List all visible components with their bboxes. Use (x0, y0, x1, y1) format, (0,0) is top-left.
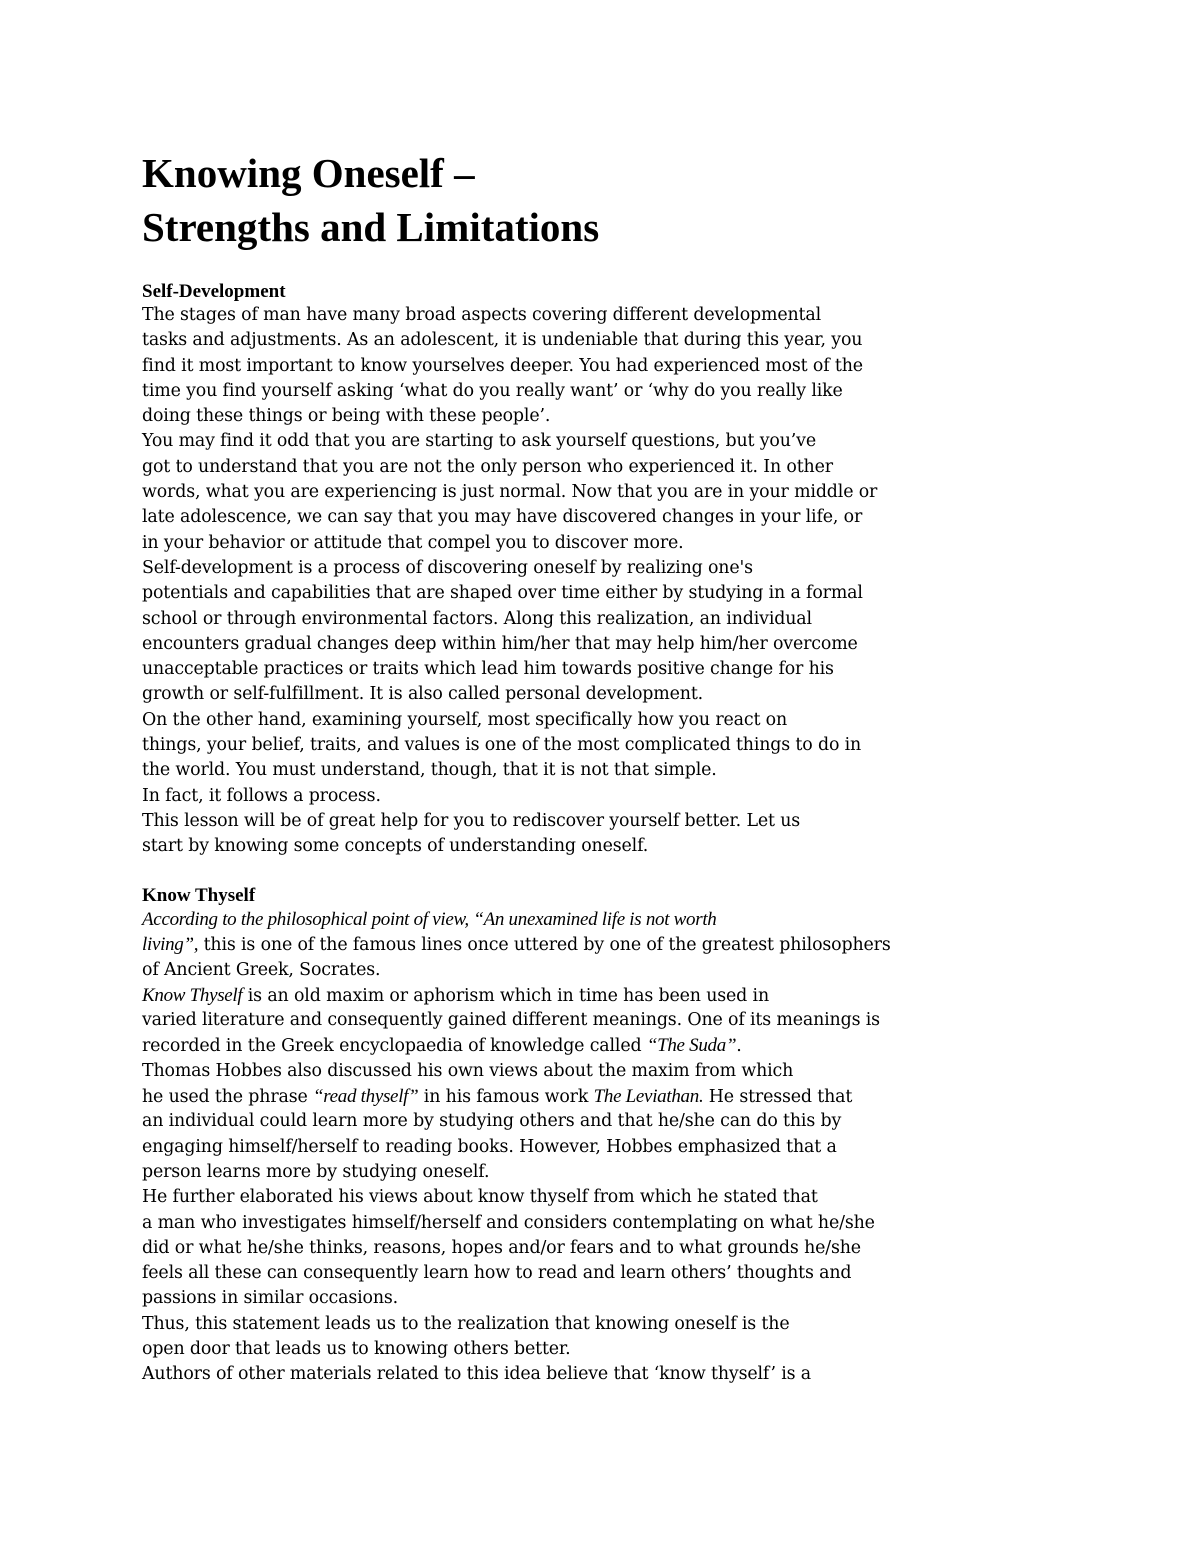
body-text: recorded in the Greek encyclopaedia of knowledge called (142, 1036, 647, 1057)
body-line: Thus, this statement leads us to the realization that knowing oneself is the (142, 1313, 790, 1334)
body-line: You may find it odd that you are starting to ask yourself questions, but you’ve (142, 431, 816, 452)
body-line: find it most important to know yourselves deeper. You had experienced most of the (142, 355, 863, 376)
body-line: In fact, it follows a process. (142, 785, 381, 806)
body-line: encounters gradual changes deep within him/her that may help him/her overcome (142, 633, 858, 654)
body-line: start by knowing some concepts of understanding oneself. (142, 836, 649, 857)
body-line: Thomas Hobbes also discussed his own views about the maxim from which (142, 1060, 794, 1081)
italic-term: Know Thyself (142, 984, 243, 1006)
body-line: This lesson will be of great help for you to rediscover yourself better. Let us (142, 810, 801, 831)
body-line (142, 932, 891, 957)
body-line: did or what he/she thinks, reasons, hopes and/or fears and to what grounds he/she (142, 1237, 861, 1258)
body-line: feels all these can consequently learn how to read and learn others’ thoughts and (142, 1263, 852, 1284)
section-heading-self-development: Self-Development (142, 281, 286, 302)
body-line (142, 1084, 891, 1109)
self-development-body (142, 303, 877, 860)
body-line: potentials and capabilities that are shaped over time either by studying in a formal (142, 583, 863, 604)
body-line: school or through environmental factors. Along this realization, an individual (142, 608, 812, 629)
document-title (142, 146, 599, 254)
italic-phrase: “read thyself” (313, 1086, 419, 1108)
section-heading-know-thyself: Know Thyself (142, 885, 256, 906)
body-text: he used the phrase (142, 1087, 314, 1108)
body-text: He stressed that (703, 1087, 853, 1108)
body-line: The stages of man have many broad aspects covering different developmental (142, 305, 822, 325)
body-line: a man who investigates himself/herself and considers contemplating on what he/she (142, 1212, 875, 1233)
know-thyself-body (142, 907, 891, 1388)
body-line (142, 907, 891, 932)
body-line: late adolescence, we can say that you may have discovered changes in your life, or (142, 507, 863, 528)
body-line: things, your belief, traits, and values is one of the most complicated things to do in (142, 735, 862, 756)
italic-title: “The Suda” (646, 1035, 737, 1057)
body-line: doing these things or being with these people’. (142, 406, 551, 427)
body-line: person learns more by studying oneself. (142, 1161, 490, 1182)
body-line: passions in similar occasions. (142, 1288, 399, 1309)
body-text: . (736, 1036, 742, 1057)
body-line: growth or self-fulfillment. It is also called personal development. (142, 684, 704, 705)
body-line: He further elaborated his views about know thyself from which he stated that (142, 1187, 818, 1208)
body-line: an individual could learn more by studying others and that he/she can do this by (142, 1111, 842, 1132)
body-text: is an old maxim or aphorism which in time has been used in (242, 985, 769, 1006)
body-text: in his famous work (418, 1087, 594, 1108)
body-line: words, what you are experiencing is just normal. Now that you are in your middle or (142, 482, 878, 503)
title-line-2: Strengths and Limitations (142, 204, 600, 250)
body-line: got to understand that you are not the only person who experienced it. In other (142, 456, 833, 477)
body-line: tasks and adjustments. As an adolescent, it is undeniable that during this year, you (142, 330, 863, 351)
body-line: unacceptable practices or traits which lead him towards positive change for his (142, 659, 834, 680)
body-line (142, 1033, 891, 1058)
body-line: time you find yourself asking ‘what do you really want’ or ‘why do you really like (142, 380, 843, 401)
body-line: the world. You must understand, though, that it is not that simple. (142, 760, 717, 781)
body-line: varied literature and consequently gained different meanings. One of its meanings is (142, 1010, 880, 1031)
body-line: open door that leads us to knowing others better. (142, 1339, 571, 1360)
body-line: Authors of other materials related to this idea believe that ‘know thyself’ is a (142, 1364, 812, 1385)
body-line: of Ancient Greek, Socrates. (142, 959, 381, 980)
body-line: On the other hand, examining yourself, most specifically how you react on (142, 709, 788, 730)
body-line (142, 983, 891, 1008)
italic-quote: living”, (142, 934, 199, 956)
title-line-1: Knowing Oneself – (142, 150, 475, 196)
italic-quote: According to the philosophical point of view, “An unexamined life is not worth (142, 909, 717, 930)
body-line: in your behavior or attitude that compel you to discover more. (142, 532, 684, 553)
body-text: this is one of the famous lines once uttered by one of the greatest philosophers (198, 935, 891, 956)
italic-title: The Leviathan. (593, 1086, 704, 1108)
body-line: Self-development is a process of discovering oneself by realizing one's (142, 557, 753, 578)
body-line: engaging himself/herself to reading books. However, Hobbes emphasized that a (142, 1136, 837, 1157)
